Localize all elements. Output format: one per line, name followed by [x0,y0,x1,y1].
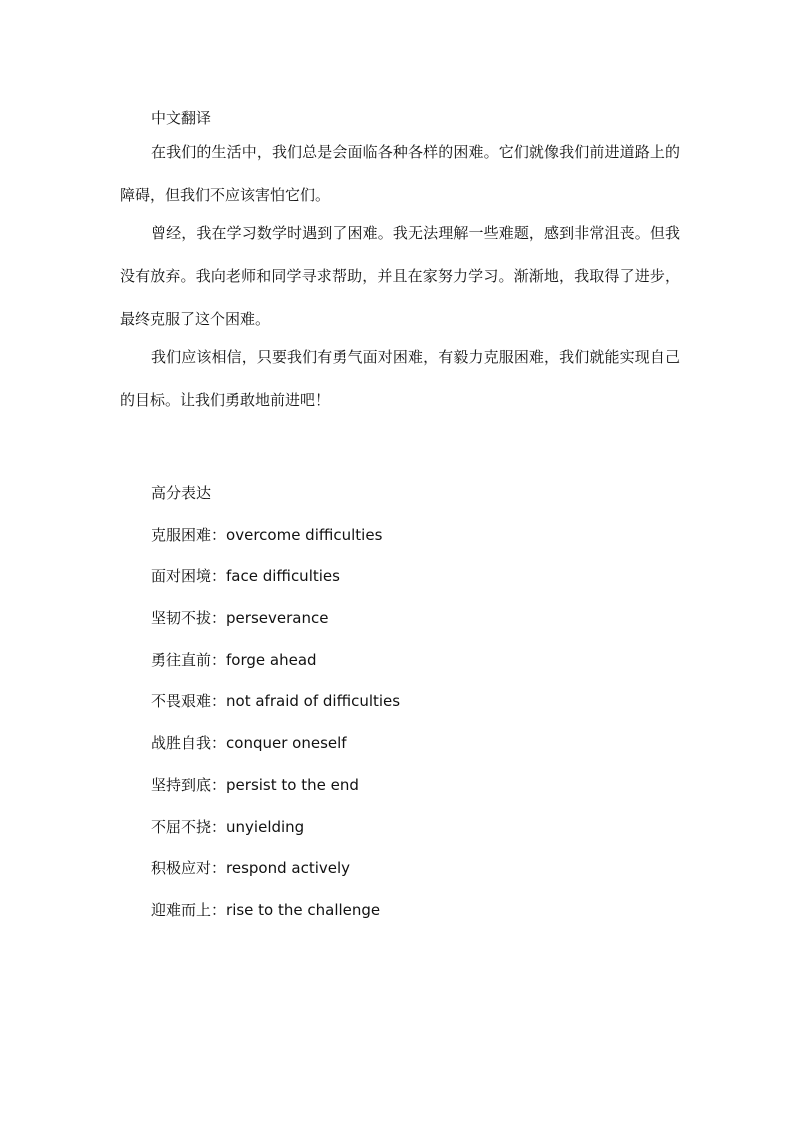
expression-item [120,563,680,589]
expression-item [120,897,680,923]
expression-english: persist to the end [226,775,359,794]
expression-english: unyielding [226,817,305,836]
expression-english: overcome difficulties [226,525,383,544]
expression-english: forge ahead [226,650,317,669]
expression-item [120,605,680,631]
expression-item [120,855,680,881]
expression-item [120,814,680,840]
expression-item [120,772,680,798]
expression-english: conquer oneself [226,734,347,753]
expressions-list [120,522,680,923]
expression-item [120,647,680,673]
expression-chinese: 积极应对 [151,859,212,878]
translation-heading: 中文翻译 [151,109,212,127]
expression-item [120,730,680,756]
expression-separator: ： [211,567,227,586]
expression-chinese: 战胜自我 [151,734,212,753]
expression-chinese: 坚韧不拔 [151,609,212,628]
section-spacer [120,422,680,480]
translation-paragraph-1: 在我们的生活中，我们总是会面临各种各样的困难。它们就像我们前进道路上的障碍，但我们不应该害怕它们。 [120,143,680,204]
expression-chinese: 迎难而上 [151,900,212,919]
expression-separator: ： [211,525,227,544]
translation-paragraph-3: 我们应该相信，只要我们有勇气面对困难，有毅力克服困难，我们就能实现自己的目标。让我们勇敢地前进吧！ [120,348,680,409]
translation-paragraph-2: 曾经，我在学习数学时遇到了困难。我无法理解一些难题，感到非常沮丧。但我没有放弃。我向老师和同学寻求帮助，并且在家努力学习。渐渐地，我取得了进步，最终克服了这个困难。 [120,224,680,328]
expression-chinese: 面对困境 [151,567,212,586]
expression-separator: ： [211,650,227,669]
expression-item [120,688,680,714]
document-content [120,105,680,923]
expression-english: not afraid of difficulties [226,692,401,711]
expression-chinese: 克服困难 [151,525,212,544]
expressions-heading: 高分表达 [151,484,212,502]
expression-separator: ： [211,775,227,794]
expression-chinese: 不屈不挠 [151,817,212,836]
expression-english: respond actively [226,859,351,878]
expression-separator: ： [211,734,227,753]
expression-separator: ： [211,859,227,878]
expression-item [120,522,680,548]
expression-chinese: 勇往直前 [151,650,212,669]
expression-separator: ： [211,609,227,628]
expression-chinese: 坚持到底 [151,775,212,794]
expression-separator: ： [211,692,227,711]
expression-english: perseverance [226,609,329,628]
expression-separator: ： [211,900,227,919]
expression-english: face difficulties [226,567,340,586]
expression-chinese: 不畏艰难 [151,692,212,711]
expression-english: rise to the challenge [226,900,381,919]
expression-separator: ： [211,817,227,836]
